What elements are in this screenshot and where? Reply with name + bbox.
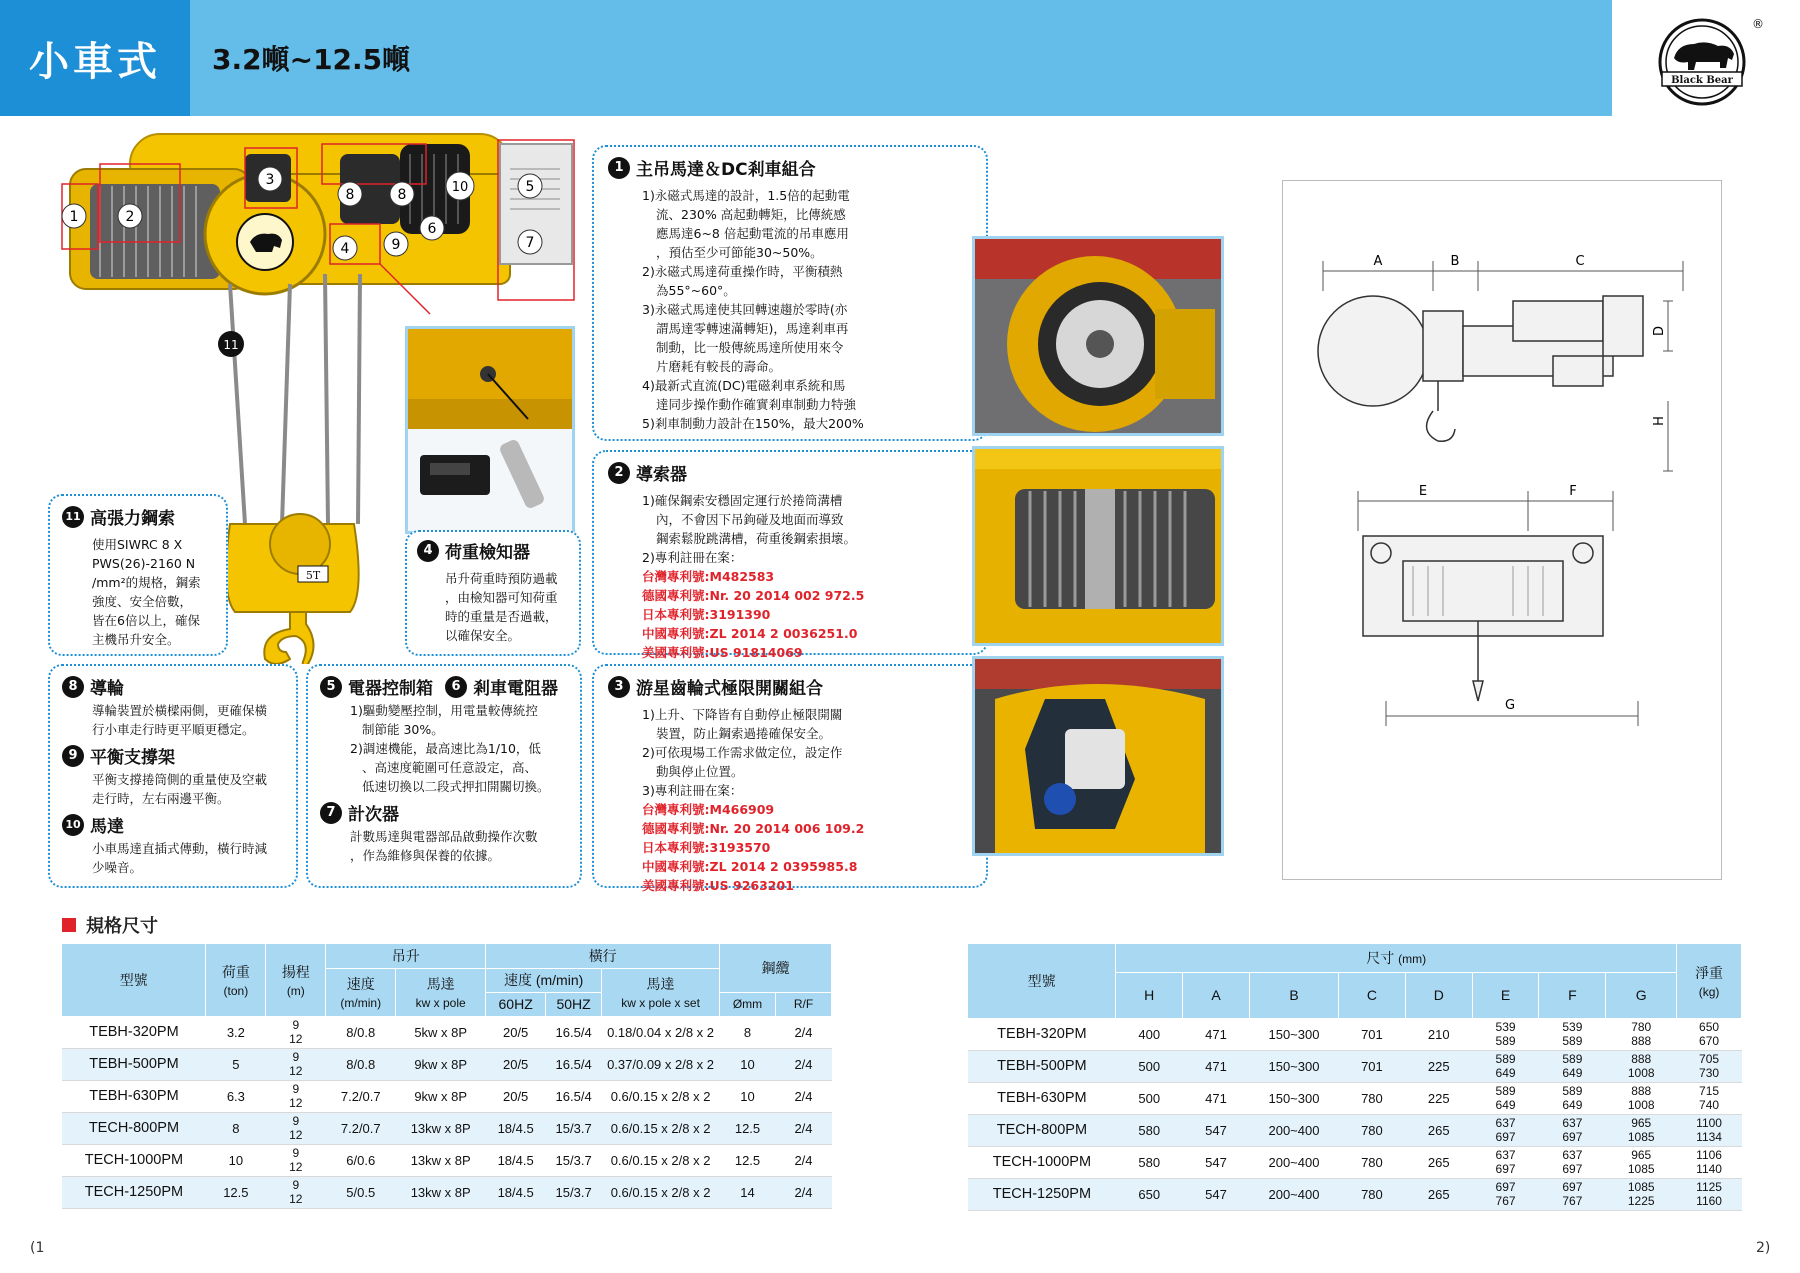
table-row: TECH-1250PM 650 547 200~400 780 265 697 767 697 767 1085 1225 1125 1160 xyxy=(968,1178,1742,1210)
red-square-marker xyxy=(62,918,76,932)
callout-2 xyxy=(118,204,142,228)
patent-cn: 中國專利號:ZL 2014 2 0036251.0 xyxy=(642,626,858,641)
black-bear-logo xyxy=(1648,14,1768,106)
svg-text:8: 8 xyxy=(345,187,355,203)
svg-text:9: 9 xyxy=(391,237,401,253)
patent-de: 德國專利號:Nr. 20 2014 006 109.2 xyxy=(642,821,865,836)
patent-us: 美國專利號:US 91814069 xyxy=(642,645,803,660)
svg-text:6: 6 xyxy=(427,221,437,237)
table-row: TEBH-630PM 6.3 9 12 7.2/0.7 9kw x 8P 20/5 16.5/4 0.6/0.15 x 2/8 x 2 10 2/4 xyxy=(62,1080,832,1112)
feature-body: 使用SIWRC 8 X PWS(26)-2160 N /mm²的規格，鋼索 強度、安全倍數， 皆在6倍以上，確保 主機吊升安全。 xyxy=(92,537,201,647)
svg-text:8: 8 xyxy=(397,187,407,203)
svg-text:F: F xyxy=(1569,484,1577,499)
svg-text:C: C xyxy=(1575,254,1585,269)
feature-title: 荷重檢知器 xyxy=(445,543,530,563)
col-rope: 鋼纜 xyxy=(720,944,832,992)
table-row: TECH-1000PM 580 547 200~400 780 265 637 697 637 697 965 1085 1106 1140 xyxy=(968,1146,1742,1178)
patent-cn: 中國專利號:ZL 2014 2 0395985.8 xyxy=(642,859,858,874)
svg-text:1: 1 xyxy=(69,209,79,225)
feature-body: 1)確保鋼索安穩固定運行於捲筒溝槽 內，不會因下吊鉤碰及地面而導致 鋼索鬆脫跳溝槽，荷重後鋼索損壞。 2)專利註冊在案： 台灣專利號:M482583 德國專利號:Nr. 20 2014 002 972.5 日本專利號:3191390 中國專利號:ZL 2014 2 0036251.0 美國專利號:US 91814069 xyxy=(608,491,972,662)
feature-limit-switch: 3 游星齒輪式極限開關組合 1)上升、下降皆有自動停止極限開關 裝置，防止鋼索過捲確保安全。 2)可依現場工作需求做定位，設定作 動與停止位置。 3)專利註冊在案： 台灣專利號:M466909 德國專利號:Nr. 20 2014 006 109.2 日本專利號:3193570 中國專利號:ZL 2014 2 0395985.8 美國專利號:US 9263201 xyxy=(592,664,988,888)
page-number-right: 2) xyxy=(1756,1240,1771,1256)
feature-title: 導索器 xyxy=(636,465,687,485)
callout-11 xyxy=(218,331,244,357)
callout-9 xyxy=(384,232,408,256)
feature-rope-guide: 2 導索器 1)確保鋼索安穩固定運行於捲筒溝槽 內，不會因下吊鉤碰及地面而導致 鋼索鬆脫跳溝槽，荷重後鋼索損壞。 2)專利註冊在案： 台灣專利號:M482583 德國專利號:Nr. 20 2014 002 972.5 日本專利號:3191390 中國專利號:ZL 2014 2 0036251.0 美國專利號:US 91814069 xyxy=(592,450,988,655)
callout-8b xyxy=(390,182,414,206)
callout-5 xyxy=(518,174,542,198)
svg-text:5T: 5T xyxy=(305,569,321,582)
callout-7 xyxy=(518,230,542,254)
header-title-block xyxy=(0,0,190,116)
col-load: 荷重 (ton) xyxy=(206,944,266,1016)
svg-text:10: 10 xyxy=(451,180,469,195)
svg-text:11: 11 xyxy=(223,338,239,352)
svg-text:A: A xyxy=(1373,254,1383,269)
col-hoist: 吊升 xyxy=(326,944,486,968)
patent-us: 美國專利號:US 9263201 xyxy=(642,878,794,893)
table-row: TEBH-500PM 5 9 12 8/0.8 9kw x 8P 20/5 16.5/4 0.37/0.09 x 2/8 x 2 10 2/4 xyxy=(62,1048,832,1080)
table-row: TEBH-630PM 500 471 150~300 780 225 589 649 589 649 888 1008 715 740 xyxy=(968,1082,1742,1114)
patent-jp: 日本專利號:3193570 xyxy=(642,840,771,855)
svg-text:7: 7 xyxy=(525,235,535,251)
callout-10 xyxy=(446,172,474,200)
table-row: TEBH-320PM 3.2 9 12 8/0.8 5kw x 8P 20/5 16.5/4 0.18/0.04 x 2/8 x 2 8 2/4 xyxy=(62,1016,832,1048)
table-row: TECH-1250PM 12.5 9 12 5/0.5 13kw x 8P 18/4.5 15/3.7 0.6/0.15 x 2/8 x 2 14 2/4 xyxy=(62,1176,832,1208)
feature-title: 馬達 xyxy=(90,817,124,837)
svg-text:Black Bear: Black Bear xyxy=(1671,75,1733,86)
svg-text:3: 3 xyxy=(265,172,275,188)
motor-brake-photo xyxy=(972,236,1224,436)
patent-jp: 日本專利號:3191390 xyxy=(642,607,771,622)
page-number-left: (1 xyxy=(30,1240,45,1256)
feature-title: 高張力鋼索 xyxy=(90,509,175,529)
col-model: 型號 xyxy=(62,944,206,1016)
svg-text:H: H xyxy=(1652,416,1667,426)
feature-title: 平衡支撐架 xyxy=(90,748,175,768)
svg-text:®: ® xyxy=(1752,17,1764,31)
feature-body: 1)上升、下降皆有自動停止極限開關 裝置，防止鋼索過捲確保安全。 2)可依現場工作需求做定位，設定作 動與停止位置。 3)專利註冊在案： 台灣專利號:M466909 德國專利號:Nr. 20 2014 006 109.2 日本專利號:3193570 中國專利號:ZL 2014 2 0395985.8 美國專利號:US 9263201 xyxy=(608,705,972,895)
callout-3 xyxy=(258,167,282,191)
feature-title: 計次器 xyxy=(348,805,399,825)
feature-wheel-bracket-motor: 8 導輪 導輪裝置於橫樑兩側，更確保橫 行小車走行時更平順更穩定。 9 平衡支撐架 平衡支撐捲筒側的重量使及空載 走行時，左右兩邊平衡。 10 馬達 小車馬達直插式傳動，橫行時減 少噪音。 xyxy=(48,664,298,888)
header-subtitle-block xyxy=(190,0,1612,116)
table-row: TECH-800PM 580 547 200~400 780 265 637 697 637 697 965 1085 1100 1134 xyxy=(968,1114,1742,1146)
spec-table: 型號 荷重 (ton) 揚程 (m) 吊升 橫行 鋼纜 速度 (m/min) 馬達 kw x pole 速度 (m/min) 馬達 kw x pole x set 60HZ 50HZ Ømm R/F TEBH-320PM 3.2 9 12 8/0.8 5kw x 8P 20/5 16.5/4 0.18/0.04 x 2/8 x 2 8 2/4 TEBH-500PM 5 9 12 8/0.8 9kw x 8P 20/5 16.5/4 0.37/0.09 x 2/8 x 2 10 2/4 TEBH-630PM 6.3 9 12 7.2/0.7 9kw x 8P 20/5 16.5/4 0.6/0.15 x 2/8 x 2 10 2/4 TECH-800PM 8 9 12 7.2/0.7 13kw x 8P 18/4.5 15/3.7 0.6/0.15 x 2/8 x 2 12.5 2/4 TECH-1000PM 10 9 12 6/0.6 13kw x 8P 18/4.5 15/3.7 0.6/0.15 x 2/8 x 2 12.5 2/4 TECH-1250PM 12.5 9 12 5/0.5 13kw x 8P 18/4.5 15/3.7 0.6/0.15 x 2/8 x 2 14 2/4 xyxy=(62,944,832,1209)
col-lift: 揚程 (m) xyxy=(266,944,326,1016)
feature-body: 1)永磁式馬達的設計，1.5倍的起動電 流、230% 高起動轉矩，比傳統感 應馬達6~8 倍起動電流的吊車應用 ，預估至少可節能30~50%。 2)永磁式馬達荷重操作時，平衡積熱 為55°~60°。 3)永磁式馬達使其回轉速趨於零時(亦 謂馬達零轉速滿轉矩)，馬達剎車再 制動，比一般傳統馬達所使用來令 片磨耗有較長的壽命。 4)最新式直流(DC)電磁剎車系統和馬 達同步操作動作確實剎車制動力特強 5)剎車制動力設計在150%，最大200% xyxy=(642,188,864,431)
svg-text:E: E xyxy=(1418,484,1428,499)
dimension-table: 型號 尺寸 (mm) 淨重 (kg) H A B C D E F G TEBH-320PM 400 471 150~300 701 210 539 589 539 589 780 888 650 670 TEBH-500PM 500 471 150~300 701 225 589 649 589 649 888 1008 705 730 TEBH-630PM 500 471 150~300 780 225 589 649 589 649 888 1008 715 740 TECH-800PM 580 547 200~400 780 265 637 697 637 697 965 1085 1100 1134 TECH-1000PM 580 547 200~400 780 265 637 697 637 697 965 1085 1106 1140 TECH-1250PM 650 547 200~400 780 265 697 767 697 767 1085 1225 1125 1160 xyxy=(968,944,1742,1211)
load-detector-photo xyxy=(405,326,575,534)
callout-4 xyxy=(333,236,357,260)
table-row: TEBH-500PM 500 471 150~300 701 225 589 649 589 649 888 1008 705 730 xyxy=(968,1050,1742,1082)
feature-title: 主吊馬達＆DC剎車組合 xyxy=(636,160,816,180)
callout-1 xyxy=(62,204,86,228)
feature-high-tension-rope: 11 高張力鋼索 使用SIWRC 8 X PWS(26)-2160 N /mm²的規格，鋼索 強度、安全倍數， 皆在6倍以上，確保 主機吊升安全。 xyxy=(48,494,228,656)
feature-body: 吊升荷重時預防過載 ，由檢知器可知荷重 時的重量是否過載， 以確保安全。 xyxy=(445,571,558,643)
patent-tw: 台灣專利號:M466909 xyxy=(642,802,775,817)
table-row: TECH-800PM 8 9 12 7.2/0.7 13kw x 8P 18/4.5 15/3.7 0.6/0.15 x 2/8 x 2 12.5 2/4 xyxy=(62,1112,832,1144)
svg-text:4: 4 xyxy=(340,241,350,257)
feature-title: 導輪 xyxy=(90,679,124,699)
callout-8a xyxy=(338,182,362,206)
feature-load-detector: 4 荷重檢知器 吊升荷重時預防過載 ，由檢知器可知荷重 時的重量是否過載， 以確保安全。 xyxy=(405,530,581,656)
feature-control-box: 5 電器控制箱 6 剎車電阻器 1)驅動變壓控制，用電量較傳統控 制節能 30%。 2)調速機能，最高速比為1/10，低 、高速度範圍可任意設定，高、 低速切換以二段式押扣開關切換。 7 計次器 計數馬達與電器部品啟動操作次數 ，作為維修與保養的依據。 xyxy=(306,664,582,888)
table-row: TECH-1000PM 10 9 12 6/0.6 13kw x 8P 18/4.5 15/3.7 0.6/0.15 x 2/8 x 2 12.5 2/4 xyxy=(62,1144,832,1176)
feature-motor xyxy=(592,145,988,441)
col-traverse: 橫行 xyxy=(486,944,720,968)
svg-text:D: D xyxy=(1652,325,1667,337)
page-subtitle: 3.2噸~12.5噸 xyxy=(212,43,411,76)
rope-guide-photo xyxy=(972,446,1224,646)
feature-title: 游星齒輪式極限開關組合 xyxy=(636,679,823,699)
limit-switch-photo xyxy=(972,656,1224,856)
svg-text:5: 5 xyxy=(525,179,535,195)
svg-text:2: 2 xyxy=(125,209,135,225)
page-title: 小車式 xyxy=(29,38,161,85)
spec-section-heading: 規格尺寸 xyxy=(62,912,158,938)
table-row: TEBH-320PM 400 471 150~300 701 210 539 589 539 589 780 888 650 670 xyxy=(968,1018,1742,1050)
patent-de: 德國專利號:Nr. 20 2014 002 972.5 xyxy=(642,588,865,603)
num-badge: 1 xyxy=(608,157,630,179)
svg-text:G: G xyxy=(1504,698,1516,713)
dimension-drawing xyxy=(1282,180,1722,880)
callout-6 xyxy=(420,216,444,240)
svg-text:B: B xyxy=(1450,254,1460,269)
patent-tw: 台灣專利號:M482583 xyxy=(642,569,775,584)
